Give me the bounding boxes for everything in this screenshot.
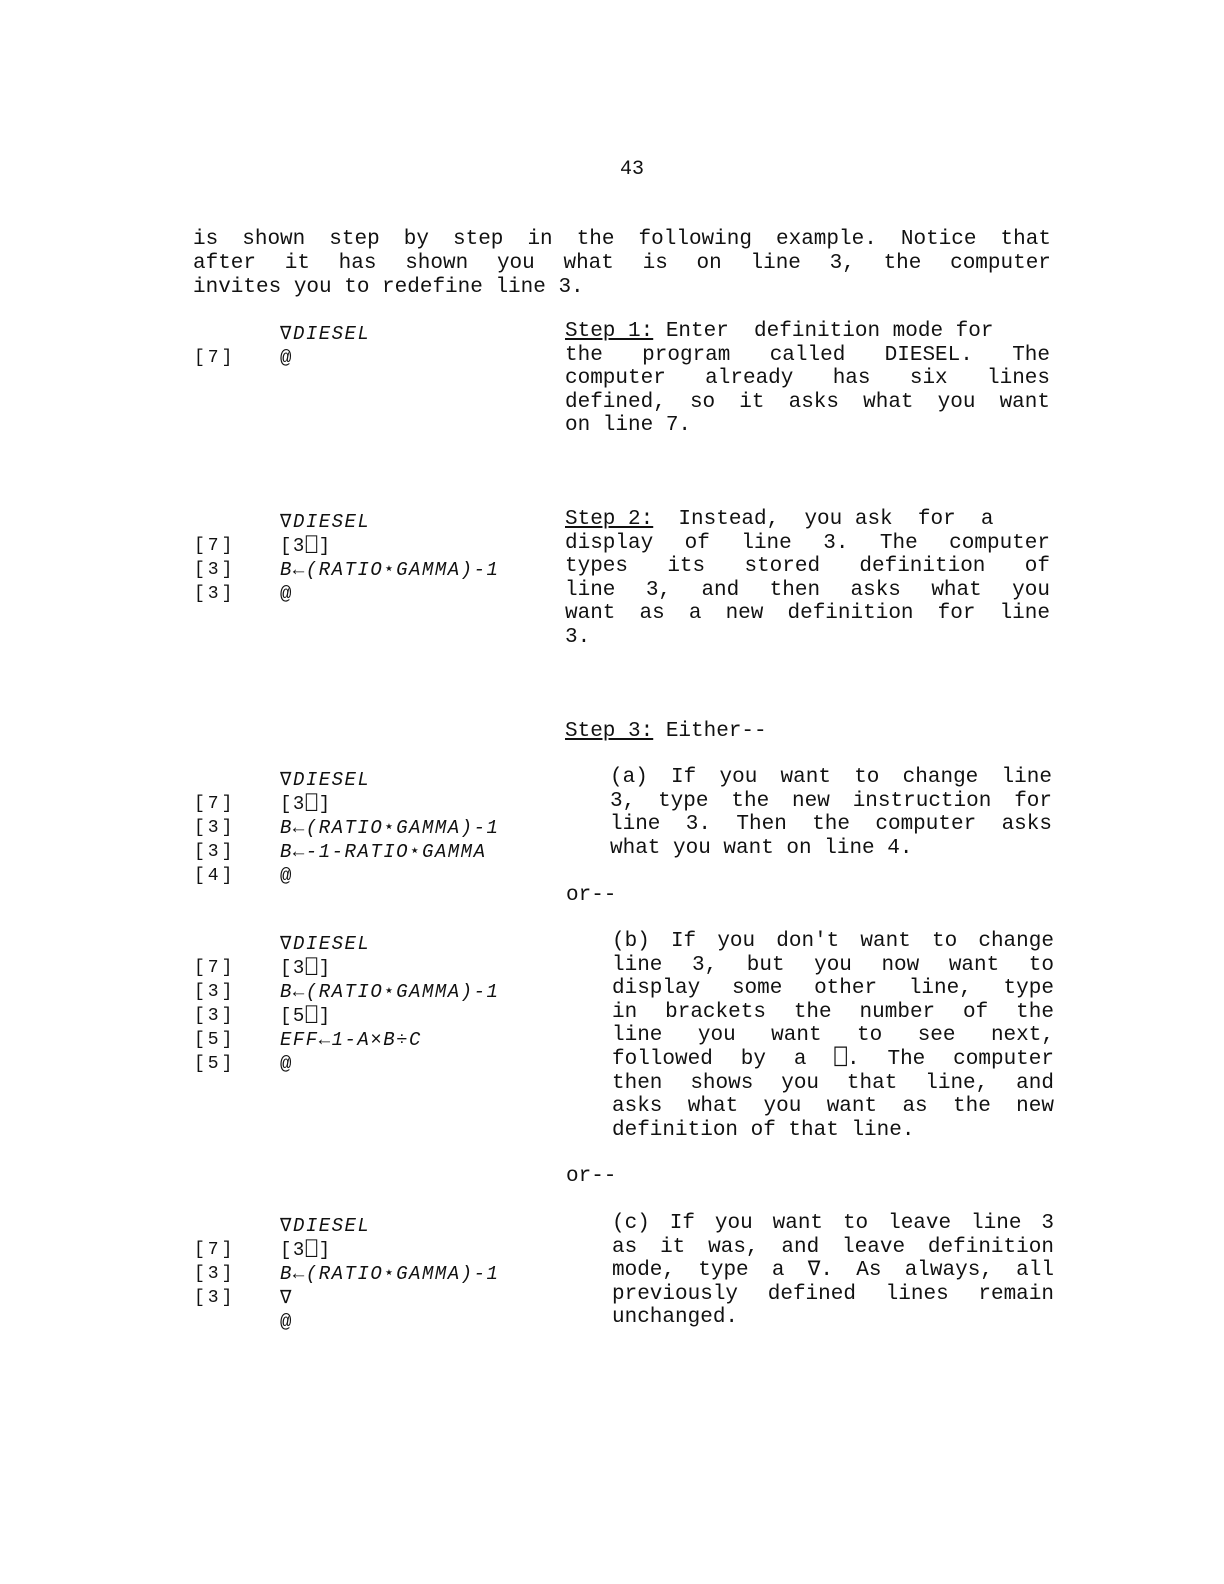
code-expression: B←(RATIO⋆GAMMA)-1 [280, 981, 500, 1003]
code-expression: [3⎕] [280, 1239, 332, 1261]
step1-heading: Step 1: [565, 320, 654, 343]
line-label: [3] [194, 982, 236, 1002]
para-line [565, 320, 1050, 344]
apl-session-step1 [194, 322, 554, 370]
code-expression: [3⎕] [280, 793, 332, 815]
para-line: line 3, but you now want to [612, 953, 1054, 977]
code-line [194, 1028, 554, 1052]
para-line: followed by a ⎕. The computer [612, 1047, 1054, 1071]
para-line: what you want on line 4. [610, 836, 913, 860]
code-expression: @ [280, 865, 293, 887]
para-text: Either-- [653, 720, 767, 743]
para-line: line 3. Then the computer asks [610, 813, 1052, 837]
code-expression: ∇DIESEL [280, 323, 371, 345]
apl-session-step2 [194, 510, 554, 606]
code-expression: ∇DIESEL [280, 769, 371, 791]
code-line [194, 1286, 554, 1310]
line-label: [3] [194, 1264, 236, 1284]
para-line: then shows you that line, and [612, 1071, 1054, 1095]
code-line [194, 582, 554, 606]
code-expression: ∇DIESEL [280, 933, 371, 955]
code-line [194, 932, 554, 956]
code-line [194, 346, 554, 370]
code-expression: ∇ [280, 1287, 293, 1309]
para-line: 3. [565, 625, 591, 649]
option-b-paragraph [612, 930, 1054, 1142]
code-expression: B←(RATIO⋆GAMMA)-1 [280, 1263, 500, 1285]
line-label: [4] [194, 866, 236, 886]
line-label: [3] [194, 1006, 236, 1026]
intro-line: is shown step by step in the following example. Notice that [193, 228, 1051, 251]
code-expression: @ [280, 347, 293, 369]
intro-line: invites you to redefine line 3. [193, 276, 584, 299]
line-label: [3] [194, 1288, 236, 1308]
step1-paragraph [565, 320, 1050, 438]
code-expression: EFF←1-A×B÷C [280, 1029, 422, 1051]
line-label: [3] [194, 584, 236, 604]
code-expression: B←-1-RATIO⋆GAMMA [280, 841, 487, 863]
option-a-paragraph [610, 766, 1052, 860]
code-line [194, 1310, 554, 1334]
intro-paragraph [193, 228, 1051, 300]
para-line: types its stored definition of [565, 555, 1050, 579]
para-line: (a) If you want to change line [610, 766, 1052, 789]
para-line: asks what you want as the new [612, 1095, 1054, 1119]
code-line [194, 840, 554, 864]
code-expression: [3⎕] [280, 957, 332, 979]
apl-session-option-a [194, 768, 554, 888]
step3-heading: Step 3: [565, 720, 654, 743]
para-line: line you want to see next, [612, 1024, 1054, 1048]
code-line [194, 1262, 554, 1286]
code-line [194, 1238, 554, 1262]
para-line: (b) If you don't want to change [612, 930, 1054, 953]
code-expression: [3⎕] [280, 535, 332, 557]
para-line: the program called DIESEL. The [565, 343, 1050, 367]
para-text: Enter definition mode for [653, 320, 994, 343]
para-line: unchanged. [612, 1306, 739, 1330]
line-label: [7] [194, 794, 236, 814]
code-line [194, 816, 554, 840]
para-line [565, 720, 1050, 744]
code-line [194, 558, 554, 582]
code-line [194, 768, 554, 792]
para-line: mode, type a ∇. As always, all [612, 1259, 1054, 1283]
code-expression: @ [280, 583, 293, 605]
step3-heading-line [565, 720, 1050, 744]
code-line [194, 1004, 554, 1028]
option-c-paragraph [612, 1212, 1054, 1330]
para-line: line 3, and then asks what you [565, 578, 1050, 602]
code-expression: [5⎕] [280, 1005, 332, 1027]
para-line: (c) If you want to leave line 3 [612, 1212, 1054, 1235]
para-line: computer already has six lines [565, 367, 1050, 391]
code-expression: @ [280, 1311, 293, 1333]
para-line: want as a new definition for line [565, 602, 1050, 626]
or-separator: or-- [566, 1165, 617, 1188]
code-expression: B←(RATIO⋆GAMMA)-1 [280, 817, 500, 839]
line-label: [3] [194, 560, 236, 580]
intro-line: after it has shown you what is on line 3, the computer [193, 252, 1051, 275]
code-line [194, 534, 554, 558]
code-line [194, 1214, 554, 1238]
para-line: display some other line, type [612, 977, 1054, 1001]
para-text: Instead, you ask for a [653, 508, 994, 531]
code-expression: B←(RATIO⋆GAMMA)-1 [280, 559, 500, 581]
line-label: [7] [194, 958, 236, 978]
apl-session-option-c [194, 1214, 554, 1334]
code-line [194, 956, 554, 980]
code-line [194, 980, 554, 1004]
code-expression: @ [280, 1053, 293, 1075]
para-line: in brackets the number of the [612, 1000, 1054, 1024]
code-line [194, 322, 554, 346]
code-expression: ∇DIESEL [280, 1215, 371, 1237]
para-line: display of line 3. The computer [565, 531, 1050, 555]
para-line: 3, type the new instruction for [610, 789, 1052, 813]
code-expression: ∇DIESEL [280, 511, 371, 533]
para-line [565, 508, 1050, 532]
or-separator: or-- [566, 884, 617, 907]
line-label: [5] [194, 1030, 236, 1050]
line-label: [7] [194, 536, 236, 556]
code-line [194, 1052, 554, 1076]
para-line: on line 7. [565, 414, 692, 438]
line-label: [3] [194, 842, 236, 862]
line-label: [7] [194, 1240, 236, 1260]
line-label: [3] [194, 818, 236, 838]
line-label: [7] [194, 348, 236, 368]
line-label: [5] [194, 1054, 236, 1074]
apl-session-option-b [194, 932, 554, 1076]
step2-heading: Step 2: [565, 508, 654, 531]
para-line: as it was, and leave definition [612, 1235, 1054, 1259]
para-line: definition of that line. [612, 1118, 915, 1142]
para-line: defined, so it asks what you want [565, 390, 1050, 414]
code-line [194, 792, 554, 816]
code-line [194, 510, 554, 534]
step2-paragraph [565, 508, 1050, 650]
para-line: previously defined lines remain [612, 1282, 1054, 1306]
page-number: 43 [620, 158, 645, 181]
code-line [194, 864, 554, 888]
